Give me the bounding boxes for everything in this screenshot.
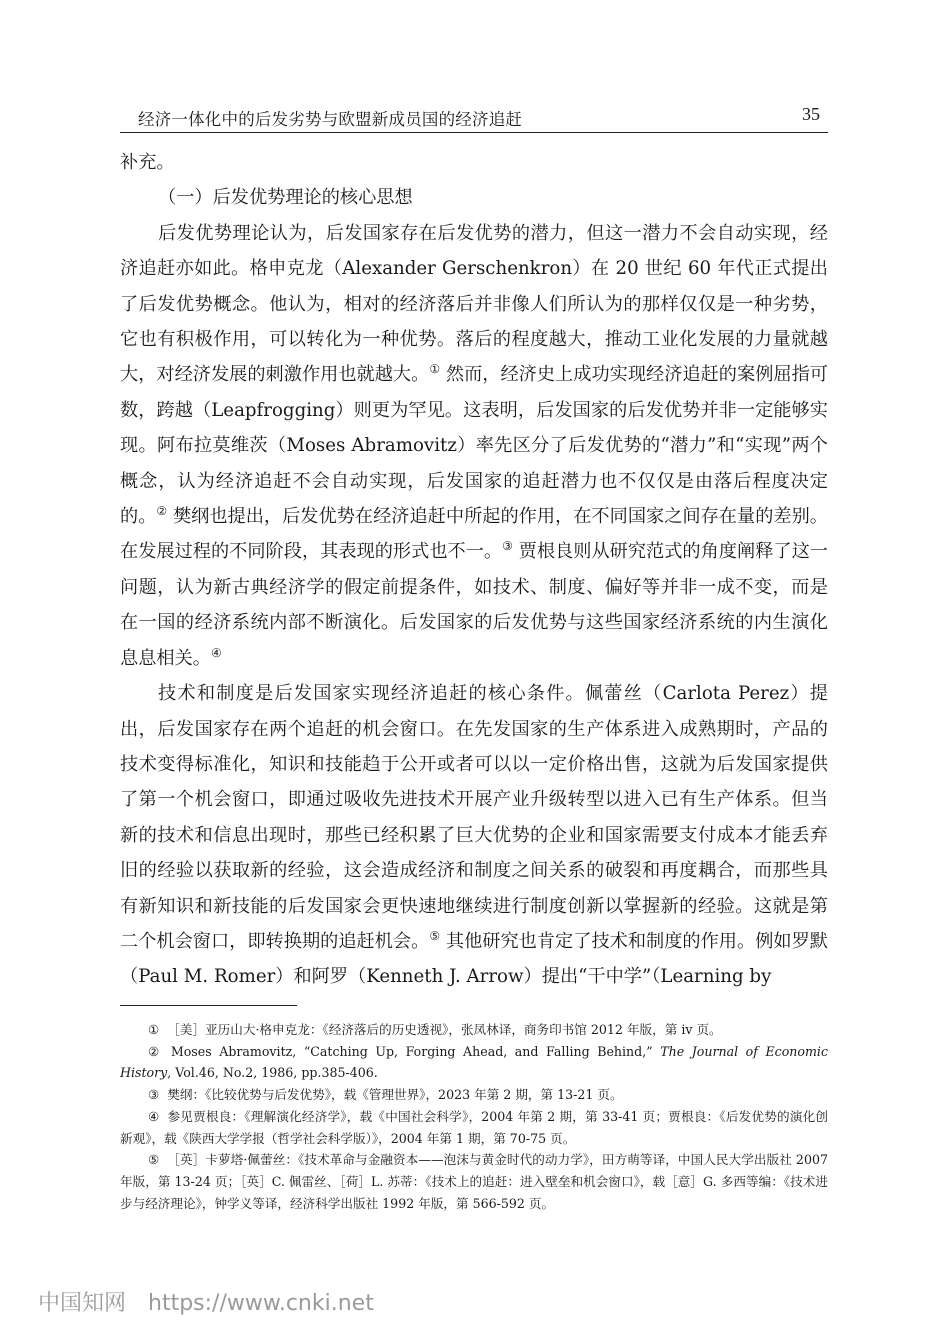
footnote-ref-2[interactable]: ② [156, 504, 168, 518]
paragraph-2 [120, 676, 828, 995]
cnki-watermark [38, 1286, 396, 1316]
paragraph-1 [120, 216, 828, 676]
body-text [120, 145, 828, 995]
running-title: 经济一体化中的后发劣势与欧盟新成员国的经济追赶 [138, 110, 523, 129]
paragraph-continuation: 补充。 [120, 152, 175, 173]
footnote-text: Moses Abramovitz, “Catching Up, Forging Ahead, and Falling Behind,” [170, 1043, 661, 1059]
footnote-ref-4[interactable]: ④ [210, 645, 222, 660]
page-number: 35 [802, 104, 820, 124]
running-header [120, 100, 828, 133]
section-heading: （一）后发优势理论的核心思想 [158, 187, 413, 209]
footnote-number: ④ [148, 1108, 160, 1124]
footnote-text: ［美］亚历山大·格申克龙：《经济落后的历史透视》，张凤林译，商务印书馆 2012 年版，第 iv 页。 [167, 1022, 722, 1037]
footnote-text: ［英］卡萝塔·佩蕾丝：《技术革命与金融资本——泡沫与黄金时代的动力学》，田方萌等译，中国人民大学出版社 2007 年版，第 13-24 页；［英］C. 佩雷丝、［荷］L. 苏蒂：《技术上的追赶：进入壁垒和机会窗口》，载［意］G. 多西等编：《技术进步与经济理论》，钟学义等译，经济科学出版社 1992 年版，第 566-592 页。 [120, 1152, 828, 1211]
footnote-1 [120, 1019, 828, 1041]
journal-title: The Journal of Economic History [120, 1043, 828, 1081]
footnote-3 [120, 1084, 828, 1106]
paragraph-text: 贾根良则从研究范式的角度阐释了这一问题，认为新古典经济学的假定前提条件，如技术、制度、偏好等并非一成不变，而是在一国的经济系统内部不断演化。后发国家的后发优势与这些国家经济系统的内生演化息息相关。 [120, 541, 828, 669]
paragraph-text: 技术和制度是后发国家实现经济追赶的核心条件。佩蕾丝（Carlota Perez）提出，后发国家存在两个追赶的机会窗口。在先发国家的生产体系进入成熟期时，产品的技术变得标准化，知识和技能趋于公开或者可以以一定价格出售，这就为后发国家提供了第一个机会窗口，即通过吸收先进技术开展产业升级转型以进入已有生产体系。但当新的技术和信息出现时，那些已经积累了巨大优势的企业和国家需要支付成本才能丢弃旧的经验以获取新的经验，这会造成经济和制度之间关系的破裂和再度耦合，而那些具有新知识和新技能的后发国家会更快速地继续进行制度创新以掌握新的经验。这就是第二个机会窗口，即转换期的追赶机会。 [120, 683, 828, 952]
footnote-number: ③ [148, 1087, 160, 1103]
footnote-text: 樊纲：《比较优势与后发优势》，载《管理世界》，2023 年第 2 期，第 13-21 页。 [167, 1087, 623, 1103]
footnotes [120, 1019, 828, 1214]
footnote-number: ① [148, 1022, 160, 1037]
watermark-url[interactable]: https://www.cnki.net [148, 1291, 374, 1316]
footnote-text: 参见贾根良：《理解演化经济学》，载《中国社会科学》，2004 年第 2 期，第 33-41 页；贾根良：《后发优势的演化创新观》，载《陕西大学学报（哲学社会科学版）》，2004 年第 1 期，第 70-75 页。 [120, 1108, 828, 1146]
footnote-divider [120, 1005, 297, 1006]
footnote-text: , Vol.46, No.2, 1986, pp.385-406. [167, 1065, 378, 1081]
footnote-4 [120, 1106, 828, 1149]
footnote-ref-3[interactable]: ③ [502, 539, 513, 554]
footnote-5 [120, 1149, 828, 1214]
footnote-ref-1[interactable]: ① [429, 362, 441, 377]
footnote-number: ② [148, 1043, 163, 1059]
watermark-site-name: 中国知网 [38, 1291, 127, 1316]
paragraph-text: 然而，经济史上成功实现经济追赶的案例屈指可数，跨越（Leapfrogging）则更为罕见。这表明，后发国家的后发优势并非一定能够实现。阿布拉莫维茨（Moses Abramovitz）率先区分了后发优势的“潜力”和“实现”两个概念，认为经济追赶不会自动实现，后发国家的追赶潜力也不仅仅是由落后程度决定的。 [120, 364, 828, 528]
footnote-number: ⑤ [148, 1152, 160, 1168]
paragraph-text: 其他研究也肯定了技术和制度的作用。例如罗默（Paul M. Romer）和阿罗（Kenneth J. Arrow）提出“干中学”（Learning by [120, 930, 828, 988]
footnote-2 [120, 1041, 828, 1084]
paragraph-text: 后发优势理论认为，后发国家存在后发优势的潜力，但这一潜力不会自动实现，经济追赶亦如此。格申克龙（Alexander Gerschenkron）在 20 世纪 60 年代正式提出了后发优势概念。他认为，相对的经济落后并非像人们所认为的那样仅仅是一种劣势，它也有积极作用，可以转化为一种优势。落后的程度越大，推动工业化发展的力量就越大，对经济发展的刺激作用也就越大。 [120, 222, 828, 386]
footnote-ref-5[interactable]: ⑤ [429, 928, 441, 943]
paragraph-text: 樊纲也提出，后发优势在经济追赶中所起的作用，在不同国家之间存在量的差别。在发展过程的不同阶段，其表现的形式也不一。 [120, 506, 828, 563]
